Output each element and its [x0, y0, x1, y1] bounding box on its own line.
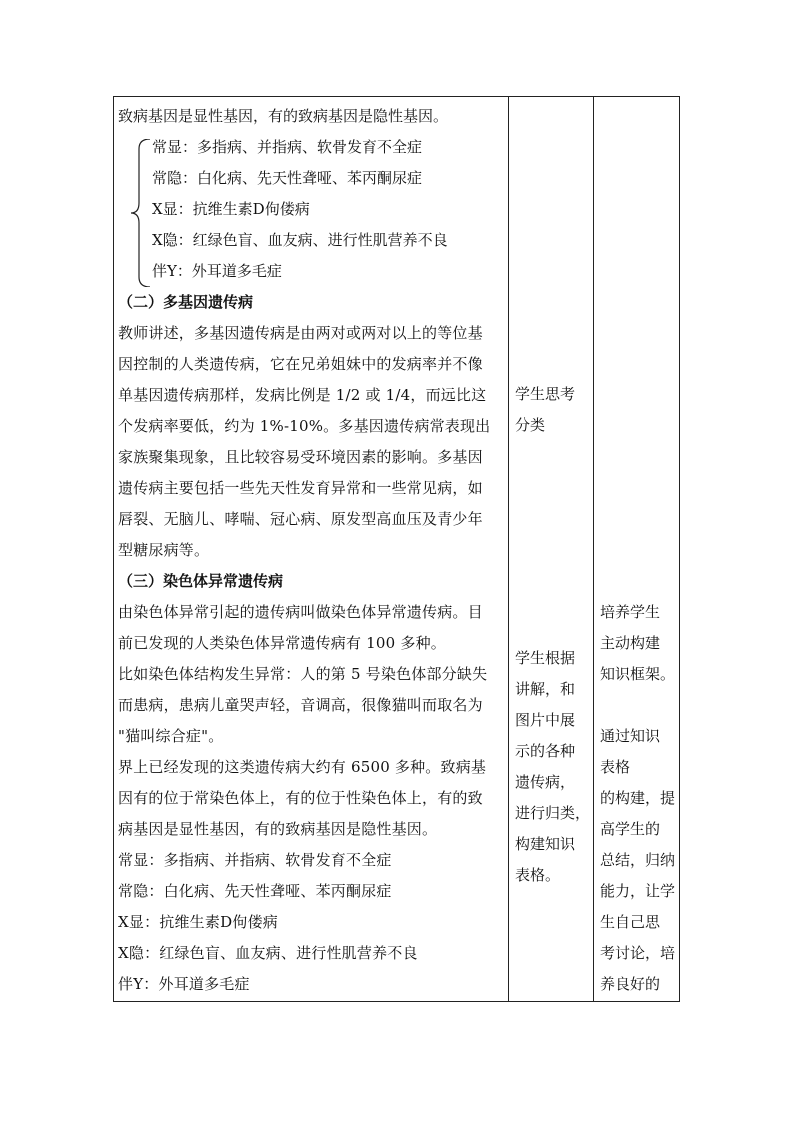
paragraph-line: 唇裂、无脑儿、哮喘、冠心病、原发型高血压及青少年 [118, 510, 483, 528]
paragraph-polygenic [118, 318, 506, 566]
section-heading-polygenic: （二）多基因遗传病 [118, 293, 254, 311]
content-column [118, 101, 506, 1000]
lesson-table [113, 96, 680, 1002]
intent-line: 考讨论，培 [600, 944, 676, 962]
intent-line: 养良好的 [600, 975, 661, 993]
design-intent-block-2 [600, 721, 680, 1000]
student-activity-block-2 [515, 643, 595, 891]
paragraph-line: 常隐：白化病、先天性聋哑、苯丙酮尿症 [118, 882, 392, 900]
intent-line: 通过知识 [600, 727, 661, 745]
intent-line: 主动构建 [600, 634, 661, 652]
paragraph-line: 界上已经发现的这类遗传病大约有 6500 多种。致病基 [118, 758, 487, 776]
paragraph-line: 遗传病主要包括一些先天性发育异常和一些常见病，如 [118, 479, 483, 497]
paragraph-line: 教师讲述，多基因遗传病是由两对或两对以上的等位基 [118, 324, 483, 342]
activity-line: 进行归类， [515, 804, 591, 822]
inheritance-item: 伴Y：外耳道多毛症 [152, 262, 282, 280]
paragraph-line: 前已发现的人类染色体异常遗传病有 100 多种。 [118, 634, 446, 652]
intent-line: 的构建，提 [600, 789, 676, 807]
paragraph-line: 个发病率要低，约为 1%-10%。多基因遗传病常表现出 [118, 417, 491, 435]
activity-line: 构建知识 [515, 835, 576, 853]
paragraph-line: 因控制的人类遗传病，它在兄弟姐妹中的发病率并不像 [118, 355, 483, 373]
activity-line: 分类 [515, 416, 546, 434]
curly-brace-icon [130, 139, 152, 287]
inheritance-item: X显：抗维生素D佝偻病 [152, 200, 310, 218]
activity-line: 遗传病， [515, 773, 576, 791]
paragraph-line: 伴Y：外耳道多毛症 [118, 975, 250, 993]
intent-line: 培养学生 [600, 603, 661, 621]
column-divider-1 [508, 97, 509, 1001]
intent-line: 能力，让学 [600, 882, 676, 900]
paragraph-line: X隐：红绿色盲、血友病、进行性肌营养不良 [118, 944, 418, 962]
activity-line: 讲解，和 [515, 680, 576, 698]
intent-line: 生自己思 [600, 913, 661, 931]
activity-line: 图片中展 [515, 711, 576, 729]
activity-line: 示的各种 [515, 742, 576, 760]
activity-line: 学生根据 [515, 649, 576, 667]
student-activity-block-1 [515, 379, 595, 441]
paragraph-chromosomal [118, 597, 506, 1000]
paragraph-line: "猫叫综合症"。 [118, 727, 224, 745]
inheritance-item: 常隐：白化病、先天性聋哑、苯丙酮尿症 [152, 169, 423, 187]
intent-line: 表格 [600, 758, 631, 776]
design-intent-block-1 [600, 597, 680, 690]
paragraph-line: X显：抗维生素D佝偻病 [118, 913, 278, 931]
intent-line: 知识框架。 [600, 665, 676, 683]
paragraph-line: 常显：多指病、并指病、软骨发育不全症 [118, 851, 392, 869]
paragraph-line: 型糖尿病等。 [118, 541, 210, 559]
paragraph-line: 单基因遗传病那样，发病比例是 1/2 或 1/4，而远比这 [118, 386, 487, 404]
inheritance-item: 常显：多指病、并指病、软骨发育不全症 [152, 138, 423, 156]
intent-line: 高学生的 [600, 820, 661, 838]
activity-line: 学生思考 [515, 385, 576, 403]
intent-line: 总结，归纳 [600, 851, 676, 869]
paragraph-line: 比如染色体结构发生异常：人的第 5 号染色体部分缺失 [118, 665, 488, 683]
paragraph-line: 家族聚集现象，且比较容易受环境因素的影响。多基因 [118, 448, 483, 466]
inheritance-item: X隐：红绿色盲、血友病、进行性肌营养不良 [152, 231, 448, 249]
activity-line: 表格。 [515, 866, 561, 884]
paragraph-line: 因有的位于常染色体上，有的位于性染色体上，有的致 [118, 789, 483, 807]
content-line: 致病基因是显性基因，有的致病基因是隐性基因。 [118, 107, 449, 125]
paragraph-line: 而患病，患病儿童哭声轻，音调高，很像猫叫而取名为 [118, 696, 483, 714]
paragraph-line: 由染色体异常引起的遗传病叫做染色体异常遗传病。目 [118, 603, 483, 621]
section-heading-chromosomal: （三）染色体异常遗传病 [118, 572, 284, 590]
paragraph-line: 病基因是显性基因，有的致病基因是隐性基因。 [118, 820, 438, 838]
